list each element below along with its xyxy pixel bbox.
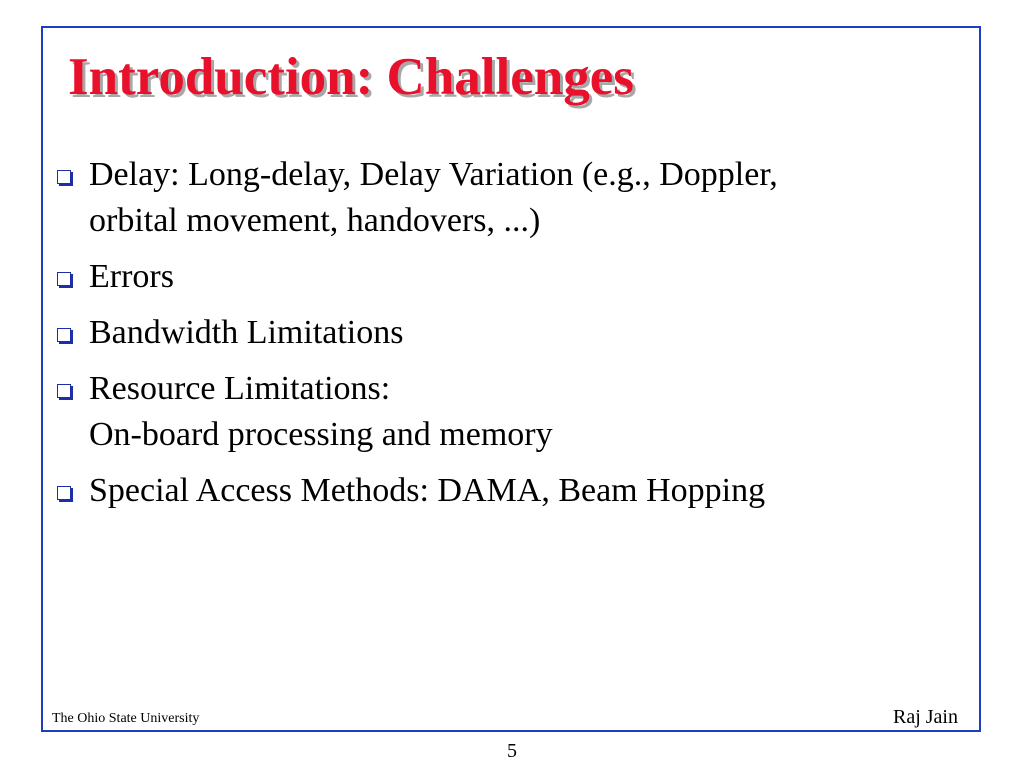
bullet-text: Special Access Methods: DAMA, Beam Hopping	[89, 472, 766, 509]
square-bullet-icon	[57, 170, 71, 184]
bullet-item	[52, 366, 952, 458]
square-bullet-icon	[57, 328, 71, 342]
bullet-text: Delay: Long-delay, Delay Variation (e.g., Doppler, orbital movement, handovers, ...)	[89, 156, 778, 239]
bullet-item	[52, 152, 952, 244]
bullet-item	[52, 254, 952, 300]
square-bullet-icon	[57, 272, 71, 286]
footer-institution: The Ohio State University	[52, 711, 200, 726]
slide-title: Introduction: Challenges	[68, 48, 634, 106]
bullet-text: Bandwidth Limitations	[89, 314, 404, 351]
square-bullet-icon	[57, 486, 71, 500]
bullet-text: Errors	[89, 258, 174, 295]
square-bullet-icon	[57, 384, 71, 398]
bullet-list	[52, 152, 952, 524]
footer-author: Raj Jain	[893, 706, 958, 728]
bullet-text: Resource Limitations: On-board processing and memory	[89, 370, 553, 453]
page-number: 5	[507, 740, 517, 762]
bullet-item	[52, 310, 952, 356]
bullet-item	[52, 468, 952, 514]
